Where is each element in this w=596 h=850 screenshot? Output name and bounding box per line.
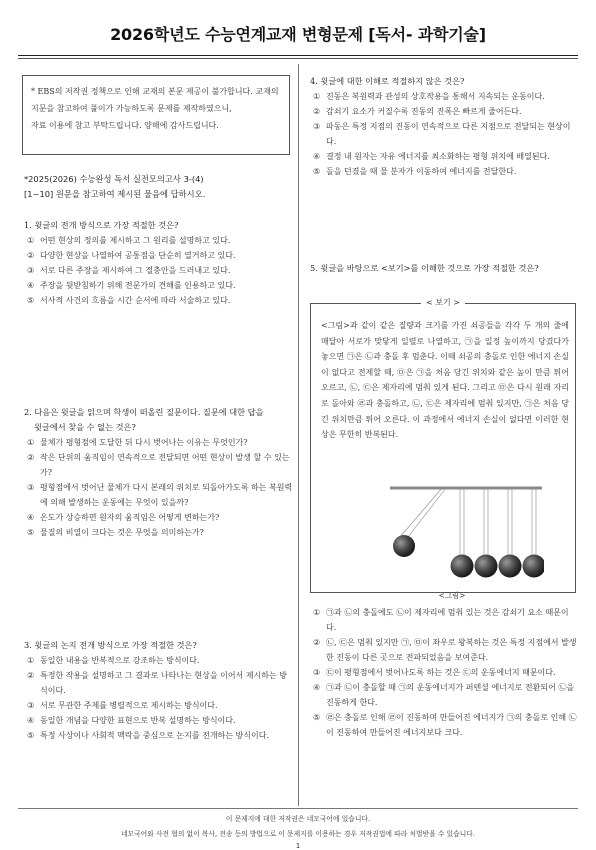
answer-option[interactable]: ⑤ 돌을 던졌을 때 물 분자가 이동하여 에너지를 전달한다.: [313, 167, 517, 176]
answer-option[interactable]: ② 다양한 현상을 나열하여 공통점을 단순히 열거하고 있다.: [27, 251, 236, 260]
page-number: 1: [295, 842, 301, 850]
question-5: [310, 261, 578, 276]
question-stem: 2. 다음은 윗글을 읽으며 학생이 떠올린 질문이다. 질문에 대한 답을: [24, 407, 264, 417]
answer-option[interactable]: ④ 온도가 상승하면 원자의 움직임은 어떻게 변하는가?: [27, 513, 220, 522]
copyright-notice-box: [22, 75, 290, 155]
answer-option[interactable]: ② 감쇠기 요소가 커질수록 진동의 진폭은 빠르게 줄어든다.: [313, 107, 522, 116]
answer-option[interactable]: ① 물체가 평형점에 도달한 뒤 다시 벗어나는 이유는 무엇인가?: [27, 438, 248, 447]
notice-line: 지문을 참고하여 풀이가 가능하도록 문제를 제작하였으니,: [31, 104, 232, 113]
answer-option[interactable]: ① 진동은 복원력과 관성의 상호작용을 통해서 지속되는 운동이다.: [313, 92, 545, 101]
column-divider: [298, 64, 299, 806]
question-1: [24, 218, 294, 308]
figure-caption: <그림>: [438, 591, 466, 600]
answer-option[interactable]: ③ ㉢이 평형점에서 벗어나도록 하는 것은 ㉢의 운동에너지 때문이다.: [313, 668, 556, 677]
answer-option[interactable]: ③ 평형점에서 벗어난 물체가 다시 본래의 위치로 되돌아가도록 하는 복원력에 의해 발생하는 운동에는 무엇이 있을까?: [27, 483, 293, 507]
answer-option[interactable]: ② 작은 단위의 움직임이 연속적으로 전달되면 어떤 현상이 발생 할 수 있는가?: [27, 453, 290, 477]
header-rule: [18, 55, 578, 56]
answer-option[interactable]: ① ㉠과 ㉡의 충돌에도 ㉡이 제자리에 멈춰 있는 것은 감쇠기 요소 때문이다.: [313, 608, 569, 632]
newtons-cradle-illustration: [360, 482, 544, 587]
answer-option[interactable]: ① 동일한 내용을 반복적으로 강조하는 방식이다.: [27, 656, 200, 665]
newtons-cradle-figure: [360, 482, 544, 600]
answer-option[interactable]: ④ ㉠과 ㉡이 충돌할 때 ㉠의 운동에너지가 퍼텐셜 에너지로 전환되어 ㉡을 진동하게 한다.: [313, 683, 575, 707]
question-2: [24, 405, 294, 540]
answer-option[interactable]: ④ 결정 내 원자는 자유 에너지를 최소화하는 평형 위치에 배열된다.: [313, 152, 550, 161]
answer-option[interactable]: ② ㉡, ㉢은 멈춰 있지만 ㉠, ㉤이 좌우로 왕복하는 것은 특정 지점에서 발생한 진동이 다른 곳으로 전파되었음을 보여준다.: [313, 638, 577, 662]
page-title: 2026학년도 수능연계교재 변형문제 [독서- 과학기술]: [110, 25, 486, 44]
answer-option[interactable]: ⑤ ㉣은 충돌로 인해 ㉣이 진동하며 만들어진 에너지가 ㉠의 충돌로 인해 ㉡이 진동하여 만들어진 에너지보다 크다.: [313, 713, 577, 737]
page-footer: [18, 808, 578, 850]
bogi-title: < 보기 >: [421, 297, 465, 308]
notice-line: * EBS의 저작권 정책으로 인해 교재의 본문 제공이 불가합니다. 교재의: [31, 87, 279, 96]
answer-option[interactable]: ③ 파동은 특정 지점의 진동이 연속적으로 다른 지점으로 전달되는 현상이다.: [313, 122, 571, 146]
answer-option[interactable]: ④ 동일한 개념을 다양한 표현으로 반복 설명하는 방식이다.: [27, 716, 236, 725]
answer-option[interactable]: ③ 서로 다른 주장을 제시하여 그 절충안을 드러내고 있다.: [27, 266, 231, 275]
copyright-line: 이 문제지에 대한 저작권은 네모국어에 있습니다.: [225, 815, 371, 823]
question-stem: 3. 윗글의 논지 전개 방식으로 가장 적절한 것은?: [24, 640, 197, 650]
source-label: *2025(2026) 수능완성 독서 실전모의고사 3-(4): [24, 174, 204, 184]
header-rule-thin: [18, 58, 578, 59]
answer-option[interactable]: ⑤ 물질의 비열이 크다는 것은 무엇을 의미하는가?: [27, 528, 204, 537]
question-stem: 1. 윗글의 전개 방식으로 가장 적절한 것은?: [24, 220, 179, 230]
answer-option[interactable]: ⑤ 특정 사상이나 사회적 맥락을 중심으로 논지를 전개하는 방식이다.: [27, 731, 269, 740]
answer-option[interactable]: ③ 서로 무관한 주제를 병렬적으로 제시하는 방식이다.: [27, 701, 218, 710]
question-4: [310, 74, 578, 179]
question-3: [24, 638, 294, 743]
answer-option[interactable]: ④ 주장을 뒷받침하기 위해 전문가의 견해를 인용하고 있다.: [27, 281, 236, 290]
bogi-passage: <그림>과 같이 같은 질량과 크기를 가진 쇠공들을 각각 두 개의 줄에 매달아 서로가 맞닿게 일렬로 나열하고, ㉠을 일정 높이까지 당겼다가 놓으면 ㉠은 ㉡과 충돌 후 멈춘다. 이때 쇠공의 충돌로 인한 에너지 손실이 없다고 전제할 때, ㉤은 ㉠을 처음 당긴 위치와 같은 높이 만큼 튀어 오르고, ㉡, ㉢은 제자리에 멈춰 있게 된다. 그리고 ㉤은 다시 원래 자리로 돌아와 ㉣과 충돌하고, ㉡, ㉢은 제자리에 멈춰 있지만, ㉠은 처음 당긴 위치만큼 튀어 오른다. 이 과정에서 에너지 손실이 없다면 이러한 현상은 무한히 반복된다.: [321, 321, 569, 440]
bogi-box: [310, 298, 576, 600]
notice-line: 자료 이용에 참고 부탁드립니다. 양해에 감사드립니다.: [31, 121, 219, 130]
answer-option[interactable]: ① 어떤 현상의 정의를 제시하고 그 원리를 설명하고 있다.: [27, 236, 231, 245]
question-stem: 4. 윗글에 대한 이해로 적절하지 않은 것은?: [310, 76, 465, 86]
question-stem: 윗글에서 찾을 수 없는 것은?: [34, 422, 136, 432]
answer-option[interactable]: ⑤ 서사적 사건의 흐름을 시간 순서에 따라 서술하고 있다.: [27, 296, 231, 305]
answer-option[interactable]: ② 특정한 작용을 설명하고 그 결과로 나타나는 현상을 이어서 제시하는 방식이다.: [27, 671, 287, 695]
instruction-label: [1~10] 원문을 참고하여 제시된 물음에 답하시오.: [24, 189, 206, 199]
question-5-options: [310, 605, 578, 740]
copyright-warning-line: 네모국어와 사전 협의 없이 복사, 전송 등의 방법으로 이 문제지를 이용하는 경우 저작권법에 따라 처벌받을 수 있습니다.: [120, 830, 476, 838]
question-stem: 5. 윗글을 바탕으로 <보기>를 이해한 것으로 가장 적절한 것은?: [310, 263, 539, 273]
